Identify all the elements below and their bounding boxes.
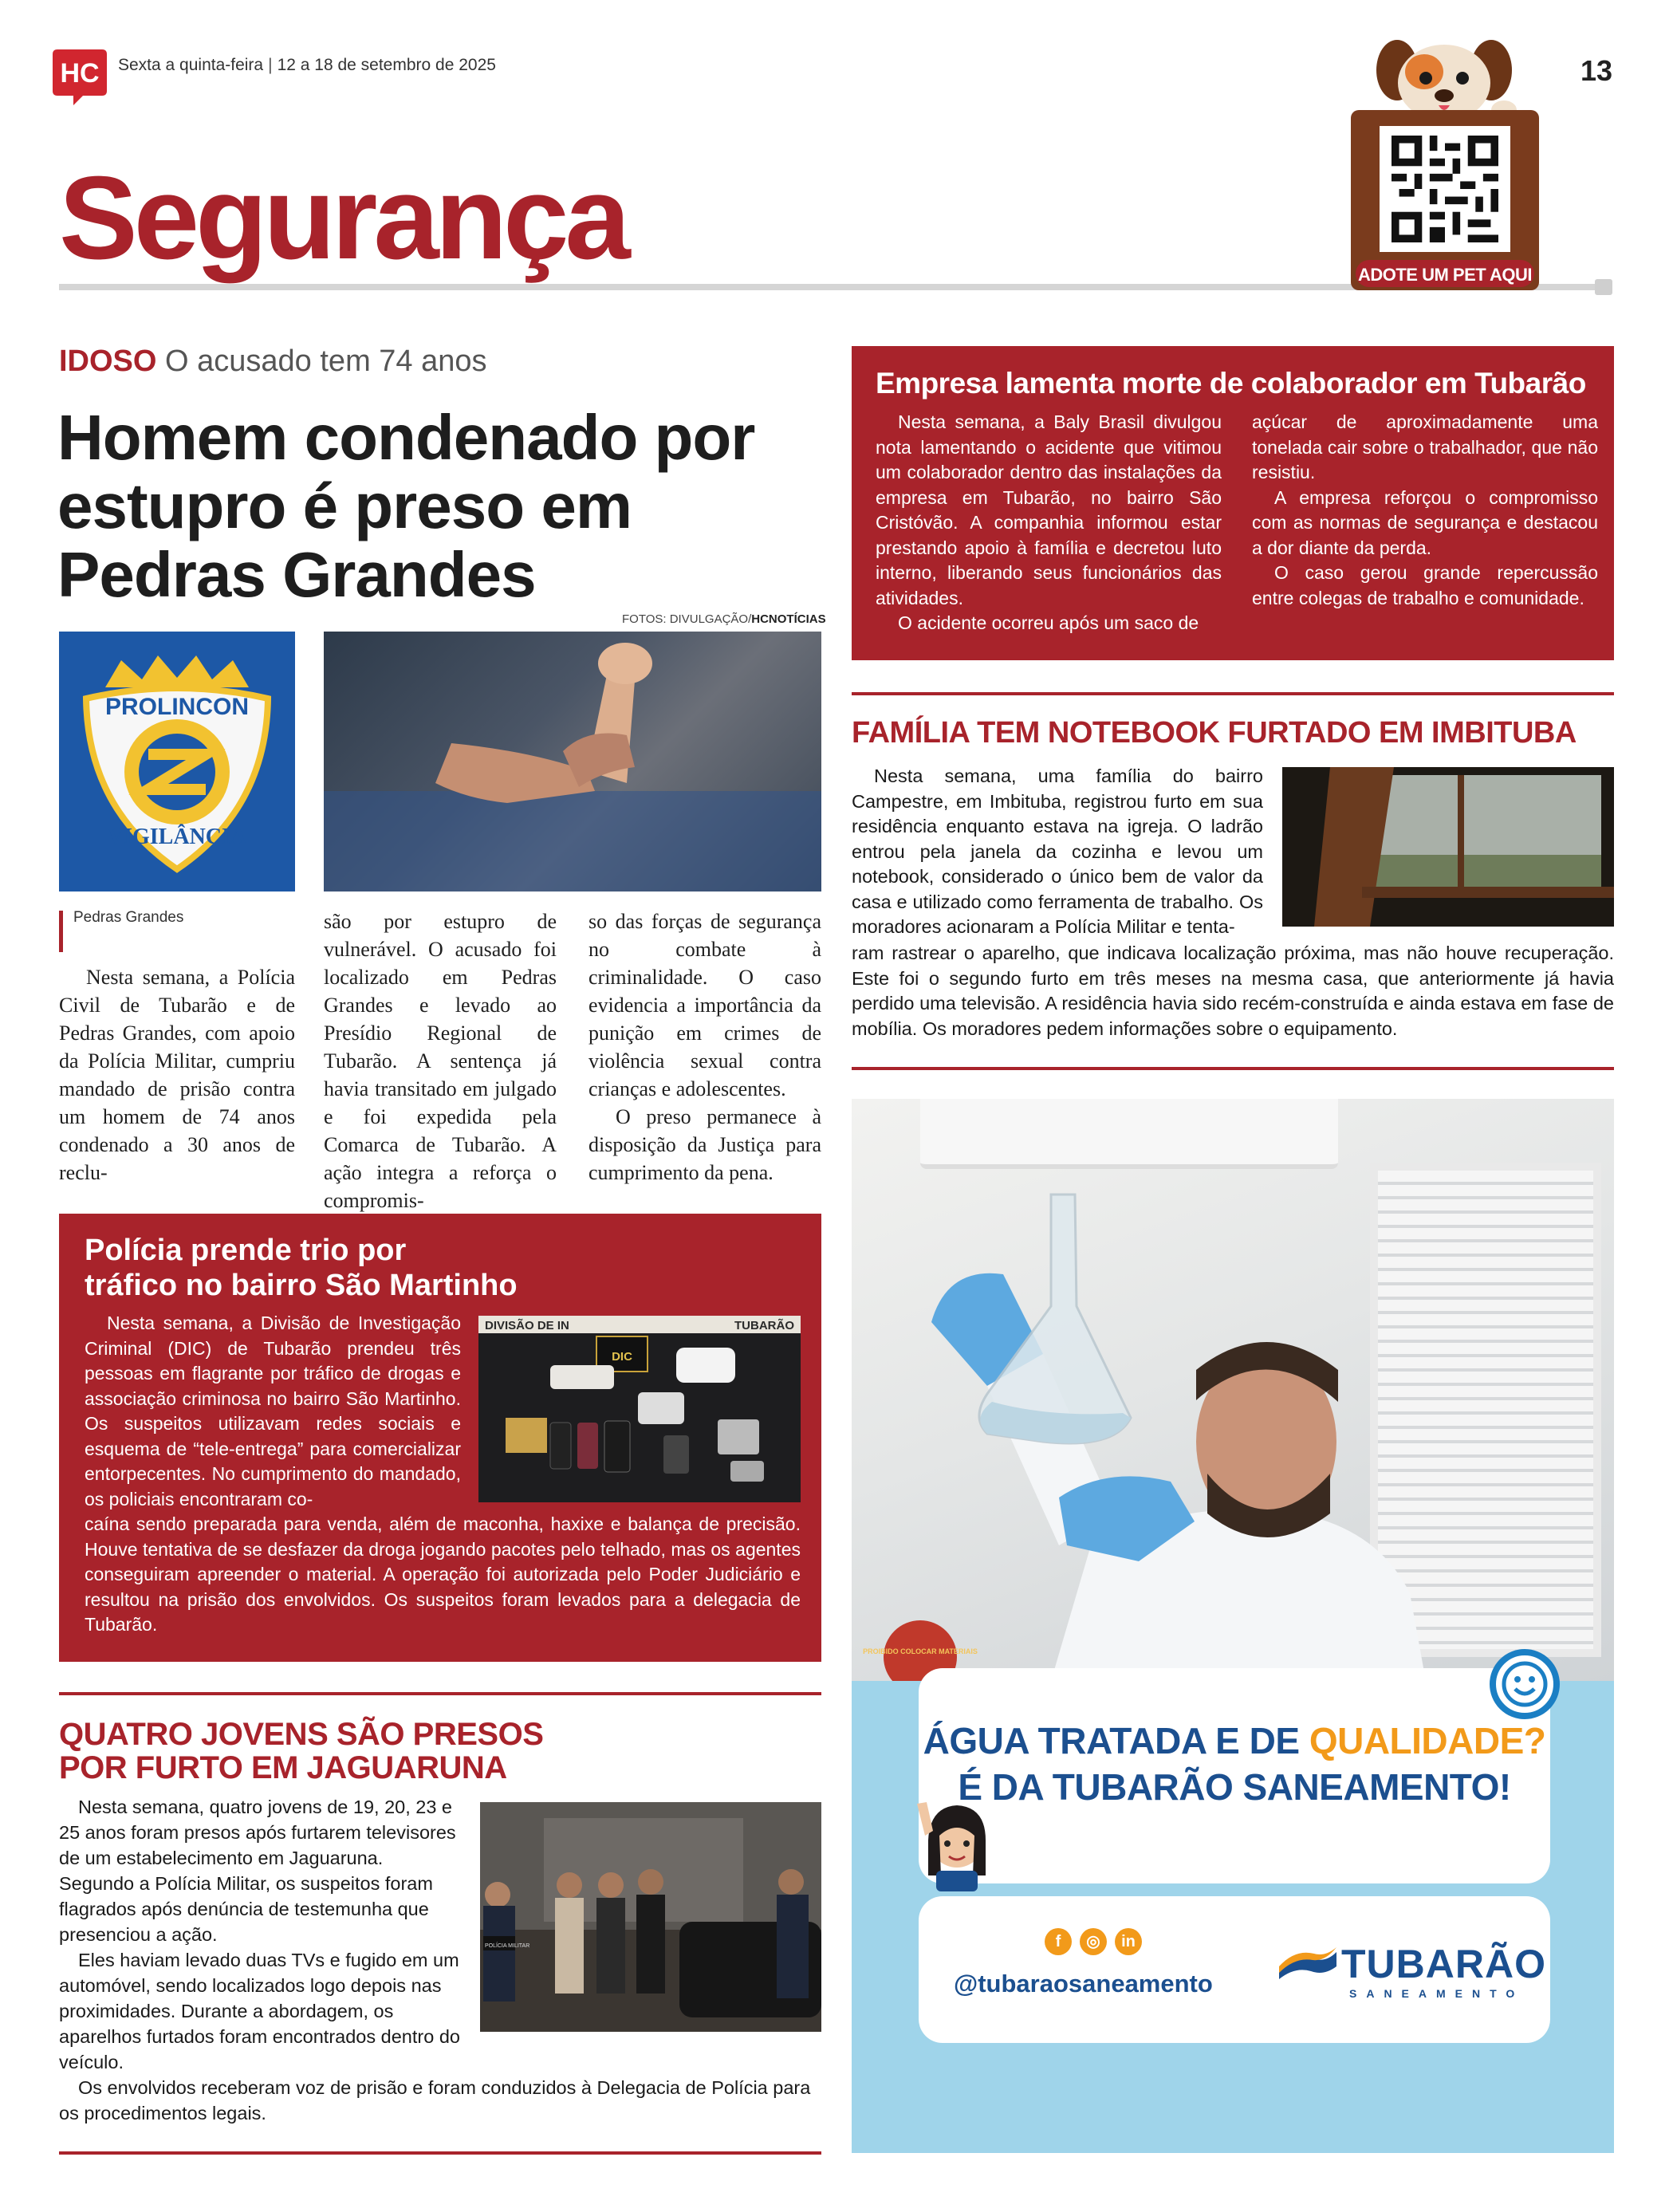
instagram-icon[interactable]: ◎ [1080, 1928, 1107, 1955]
window-illustration [1282, 767, 1614, 927]
photo-credit [622, 612, 826, 626]
empresa-paragraph: Nesta semana, a Baly Brasil divulgou nota lamentando o acidente que vitimou um colaborador dentro das instalações da empresa em Tubarão, no bairro São Cristóvão. A companhia informou estar prestando apoio à família e decretou luto interno, liberando seus funcionários das atividades. [876, 411, 1222, 608]
qr-code[interactable] [1380, 126, 1510, 252]
seized-items-illustration [478, 1316, 801, 1502]
familia-paragraph: Nesta semana, uma família do bairro Campestre, em Imbituba, registrou furto em sua residência enquanto estava na igreja. O ladrão entrou pela janela da cozinha e levou um notebook, considerado o único bem de valor da casa e utilizado como ferramenta de trabalho. Os moradores acionaram a Polícia Militar e tenta- [852, 766, 1263, 937]
article-paragraph: Nesta semana, a Polícia Civil de Tubarão e de Pedras Grandes, com apoio da Polícia Militar, cumpriu mandado de prisão contra um homem de 74 anos condenado a 30 anos de reclu- [59, 966, 295, 1184]
sticker-text: PROIBIDO COLOCAR MATERIAIS [863, 1647, 978, 1655]
empresa-article-box [852, 346, 1614, 660]
prolincon-shield-icon [59, 632, 295, 891]
photo-credit-brand: HCNOTÍCIAS [751, 612, 826, 626]
article-column-1 [59, 963, 295, 1187]
edition-separator: | [268, 56, 273, 74]
familia-text-b: ram rastrear o aparelho, que indicava localização próxima, mas não houve recuperação. Este foi o segundo furto em três meses na mesma casa, que anteriormente já havia perdido uma televisão. A residência havia sido recém-construída e ainda estava em fase de mobília. Os moradores pedem informações sobre o equipamento. [852, 943, 1614, 1039]
dog-icon [1368, 32, 1520, 120]
jovens-paragraph: Os envolvidos receberam voz de prisão e foram conduzidos à Delegacia de Polícia para os procedimentos legais. [59, 2077, 811, 2123]
ad-headline [919, 1718, 1550, 1810]
empresa-column-1 [876, 410, 1222, 636]
ad-headline-card [919, 1668, 1550, 1883]
jovens-text-b [59, 2075, 821, 2126]
empresa-paragraph: açúcar de aproximadamente uma tonelada cair sobre o trabalhador, que não resistiu. [1252, 411, 1598, 482]
article-kicker [59, 344, 487, 379]
edition-days: Sexta a quinta-feira [118, 56, 264, 74]
ad-headline-line1 [919, 1718, 1550, 1764]
ad-lab-photo [852, 1099, 1614, 1681]
dic-badge-text: DIC [612, 1350, 632, 1364]
window-photo [1282, 767, 1614, 927]
section-title: Segurança [59, 152, 627, 284]
scientist-illustration [852, 1099, 1614, 1681]
familia-top-rule [852, 692, 1614, 695]
page-number: 13 [1580, 54, 1613, 87]
jovens-text-a [59, 1794, 463, 2075]
familia-bottom-rule [852, 1067, 1614, 1070]
ad-headline-b: É DA [958, 1766, 1053, 1808]
article-column-3 [589, 907, 821, 1187]
photo-banner-right: TUBARÃO [734, 1319, 794, 1332]
ad-headline-line2 [919, 1764, 1550, 1810]
article-paragraph: são por estupro de vulnerável. O acusado foi localizado em Pedras Grandes e levado ao Presídio Regional de Tubarão. A sentença já havia transitado em julgado e foi expedida pela Comarca de Tubarão. A ação integra a reforça o compromis- [324, 910, 557, 1212]
ad-social-handle[interactable]: @tubaraosaneamento [954, 1970, 1213, 1997]
arrest-illustration [480, 1802, 821, 2032]
ad-headline-brand: TUBARÃO SANEAMENTO! [1052, 1766, 1511, 1808]
jovens-top-rule [59, 1692, 821, 1695]
linkedin-icon[interactable]: in [1115, 1928, 1142, 1955]
arrest-photo [480, 1802, 821, 2032]
logo-top-text: PROLINCON [105, 694, 249, 720]
pet-adoption-widget[interactable] [1351, 32, 1539, 300]
familia-title: FAMÍLIA TEM NOTEBOOK FURTADO EM IMBITUBA [852, 716, 1577, 750]
hands-illustration [324, 632, 821, 891]
article-paragraph: O preso permanece à disposição da Justiça para cumprimento da pena. [589, 1105, 821, 1184]
vest-label-text: POLÍCIA MILITAR [485, 1943, 530, 1949]
main-headline: Homem condenado por estupro é preso em Pedras Grandes [57, 402, 755, 610]
edition-line [118, 56, 496, 75]
jovens-bottom-rule [59, 2151, 821, 2155]
empresa-column-2 [1252, 410, 1598, 611]
hc-logo [51, 45, 108, 107]
trio-text-a [85, 1311, 461, 1512]
ad-brand-name: TUBARÃO [1341, 1942, 1546, 1986]
jovens-title-line: QUATRO JOVENS SÃO PRESOS [59, 1717, 544, 1752]
empresa-paragraph: O caso gerou grande repercussão entre colegas de trabalho e comunidade. [1252, 562, 1598, 608]
trio-title-line: tráfico no bairro São Martinho [85, 1269, 518, 1302]
trio-title-line: Polícia prende trio por [85, 1234, 407, 1267]
ad-headline-highlight: QUALIDADE? [1309, 1720, 1546, 1761]
facebook-icon[interactable]: f [1045, 1928, 1072, 1955]
tubarao-saneamento-ad[interactable] [852, 1099, 1614, 2153]
hands-photo [324, 632, 821, 891]
photo-caption: Pedras Grandes [73, 909, 184, 926]
photo-credit-prefix: FOTOS: DIVULGAÇÃO/ [622, 612, 752, 626]
seized-drugs-photo [478, 1316, 801, 1502]
edition-dates: 12 a 18 de setembro de 2025 [277, 56, 496, 74]
kicker-tag: IDOSO [59, 344, 157, 378]
jovens-paragraph: Nesta semana, quatro jovens de 19, 20, 23 e 25 anos foram presos após furtarem televisores de um estabelecimento em Jaguaruna. Segundo a Polícia Militar, os suspeitos foram flagrados após denúncia de testemunha que presenciou a ação. [59, 1797, 456, 1945]
qr-code-icon [1389, 136, 1501, 242]
jovens-paragraph: Eles haviam levado duas TVs e fugido em um automóvel, sendo localizados logo depois nas proximidades. Durante a abordagem, os aparelhos furtados foram encontrados dentro do veículo. [59, 1950, 460, 2072]
trio-paragraph: Nesta semana, a Divisão de Investigação Criminal (DIC) de Tubarão prendeu três pessoas em flagrante por tráfico de drogas e associação criminosa no bairro São Martinho. Os suspeitos utilizavam redes sociais e esquema de “tele-entrega” para comercializar entorpecentes. No cumprimento do mandado, os policiais encontraram co- [85, 1313, 461, 1509]
prolincon-logo-image [59, 632, 295, 891]
trio-title [85, 1233, 518, 1303]
article-paragraph: so das forças de segurança no combate à criminalidade. O caso evidencia a importância da punição em crimes de violência sexual contra crianças e adolescentes. [589, 910, 821, 1100]
caption-bar [59, 911, 63, 952]
mascot-girl-icon [912, 1788, 1000, 1891]
trio-article-box [59, 1214, 821, 1662]
adote-label: ADOTE UM PET AQUI [1357, 265, 1533, 285]
ad-headline-a: ÁGUA TRATADA E DE [923, 1720, 1309, 1761]
empresa-paragraph: O acidente ocorreu após um saco de [898, 612, 1199, 633]
smiley-face-icon [1496, 1655, 1553, 1713]
empresa-title: Empresa lamenta morte de colaborador em Tubarão [876, 367, 1586, 399]
kicker-text: O acusado tem 74 anos [165, 344, 487, 378]
header-rule-knob [1595, 279, 1612, 295]
familia-text-a [852, 764, 1263, 940]
smiley-icon [1490, 1649, 1560, 1719]
logo-bottom-text: VIGILÂNCIA [107, 825, 247, 849]
article-column-2 [324, 907, 557, 1214]
trio-text-b: caína sendo preparada para venda, além de maconha, haxixe e balança de precisão. Houve tentativa de se desfazer da droga jogando pacotes pelo telhado, mas os agentes conseguiram apreender o material. A operação foi autorizada pelo Poder Judiciário e resultou na prisão dos envolvidos. Os suspeitos foram levados para a delegacia de Tubarão. [85, 1513, 801, 1635]
jovens-title [59, 1718, 543, 1785]
ad-contact-card [919, 1896, 1550, 2043]
photo-banner-text: DIVISÃO DE IN [485, 1319, 569, 1332]
empresa-paragraph: A empresa reforçou o compromisso com as normas de segurança e destacou a dor diante da perda. [1252, 486, 1598, 558]
ad-brand-sub: SANEAMENTO [1349, 1987, 1525, 2000]
jovens-title-line: POR FURTO EM JAGUARUNA [59, 1750, 507, 1785]
wave-logo-icon [1277, 1947, 1338, 1984]
hc-logo-text: HC [60, 58, 100, 89]
